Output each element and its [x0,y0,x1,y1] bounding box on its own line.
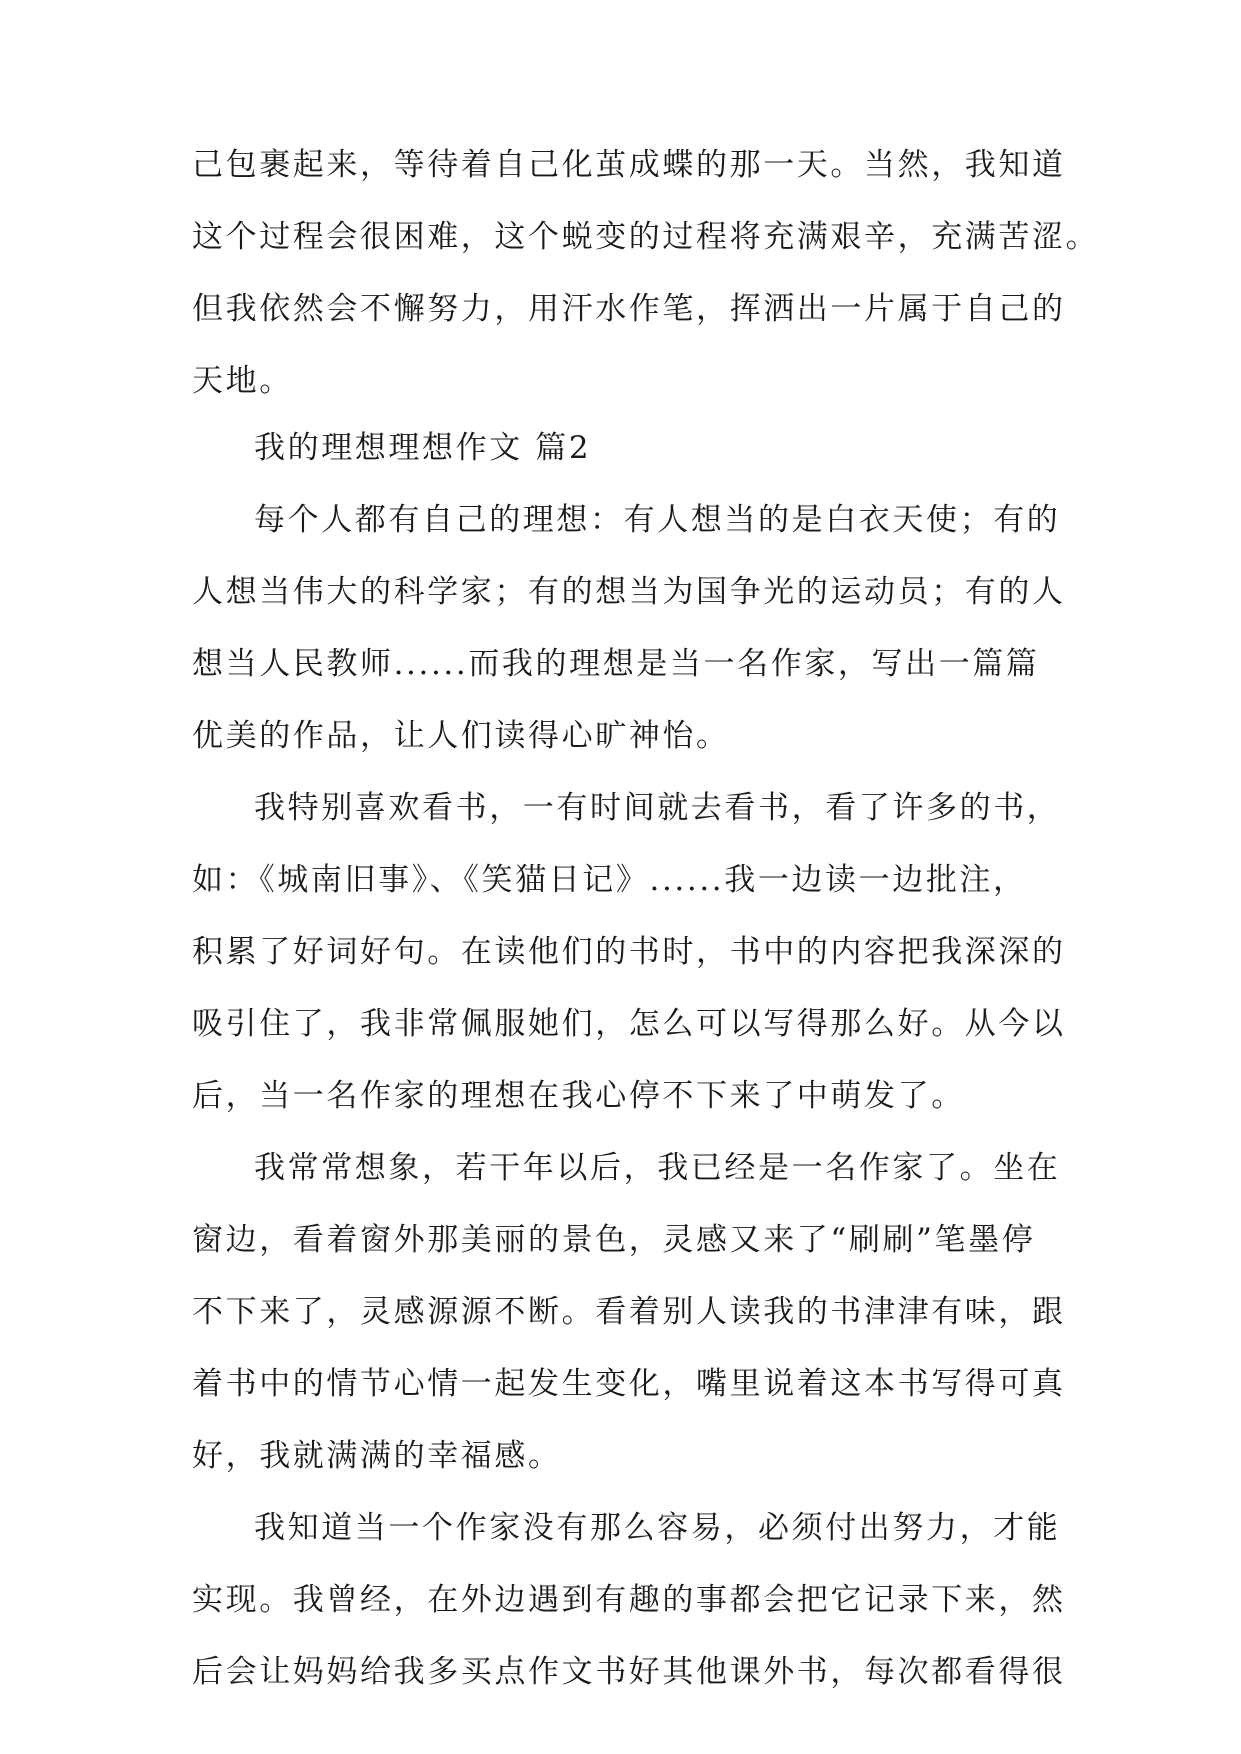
paragraph-start: 我知道当一个作家没有那么容易，必须付出努力，才能 [254,1510,1061,1546]
text-line: 想当人民教师......而我的理想是当一名作家，写出一篇篇 [192,646,1040,682]
text-line: 天地。 [192,363,293,399]
text-line: 优美的作品，让人们读得心旷神怡。 [192,718,730,754]
text-line: 己包裹起来，等待着自己化茧成蝶的那一天。当然，我知道 [192,147,1066,183]
text-line: 如：《城南旧事》、《笑猫日记》......我一边读一边批注， [192,862,1027,898]
text-line: 窗边，看着窗外那美丽的景色，灵感又来了“刷刷”笔墨停 [192,1222,1036,1258]
text-line: 积累了好词好句。在读他们的书时，书中的内容把我深深的 [192,934,1066,970]
text-line: 着书中的情节心情一起发生变化，嘴里说着这本书写得可真 [192,1366,1066,1402]
text-line: 后，当一名作家的理想在我心停不下来了中萌发了。 [192,1078,965,1114]
text-line: 人想当伟大的科学家；有的想当为国争光的运动员；有的人 [192,574,1066,610]
section-heading: 我的理想理想作文 篇2 [254,430,592,466]
text-line: 好，我就满满的幸福感。 [192,1438,562,1474]
paragraph-start: 每个人都有自己的理想：有人想当的是白衣天使；有的 [254,502,1061,538]
text-line: 不下来了，灵感源源不断。看着别人读我的书津津有味，跟 [192,1294,1066,1330]
text-line: 实现。我曾经，在外边遇到有趣的事都会把它记录下来，然 [192,1582,1066,1618]
text-line: 后会让妈妈给我多买点作文书好其他课外书，每次都看得很 [192,1654,1066,1690]
text-line: 这个过程会很困难，这个蜕变的过程将充满艰辛，充满苦涩。 [192,219,1100,255]
text-line: 但我依然会不懈努力，用汗水作笔，挥洒出一片属于自己的 [192,291,1066,327]
paragraph-start: 我特别喜欢看书，一有时间就去看书，看了许多的书， [254,790,1061,826]
paragraph-start: 我常常想象，若干年以后，我已经是一名作家了。坐在 [254,1150,1061,1186]
text-line: 吸引住了，我非常佩服她们，怎么可以写得那么好。从今以 [192,1006,1066,1042]
